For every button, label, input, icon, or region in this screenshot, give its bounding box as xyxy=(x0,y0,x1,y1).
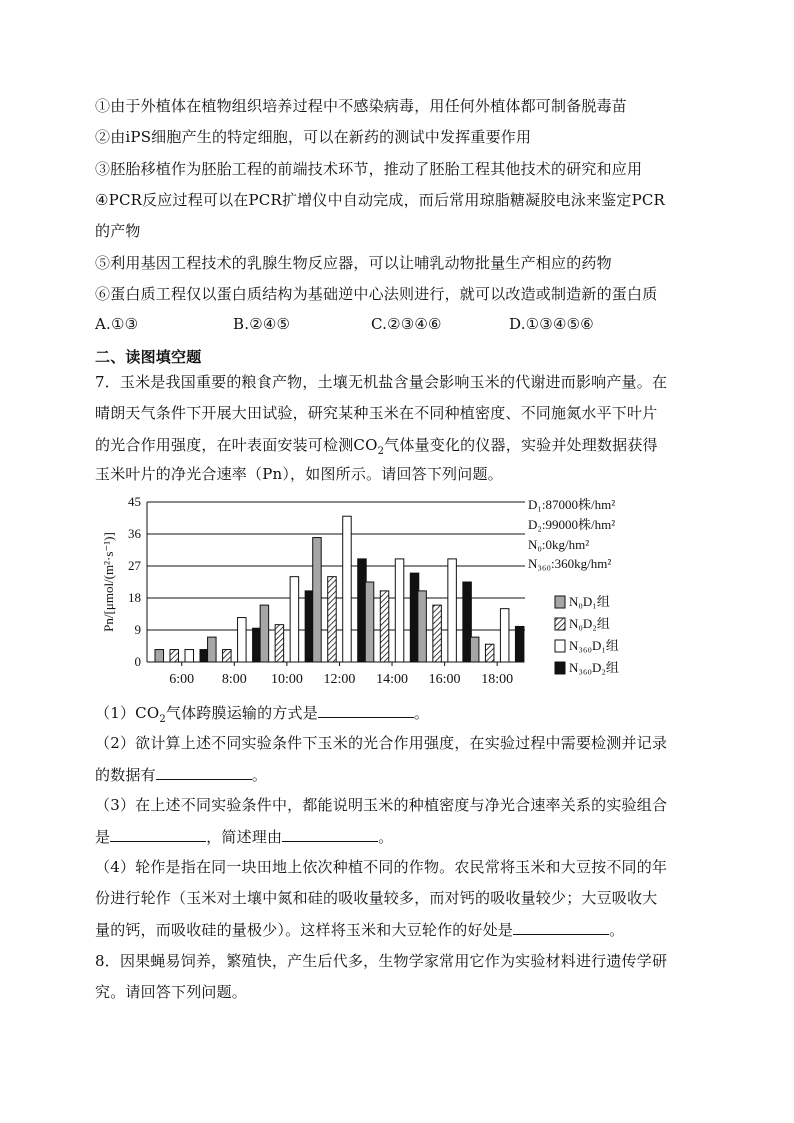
q8-line-2: 究。请回答下列问题。 xyxy=(95,983,248,1001)
bar xyxy=(380,591,389,662)
q7-sub4-line1: （4）轮作是指在同一块田地上依次种植不同的作物。农民常将玉米和大豆按不同的年 xyxy=(95,858,668,876)
legend-swatch xyxy=(555,618,565,630)
legend-swatch xyxy=(555,640,565,652)
x-tick-label: 16:00 xyxy=(428,672,461,687)
bar xyxy=(365,582,374,662)
y-tick-label: 9 xyxy=(134,622,141,637)
bar xyxy=(470,637,479,662)
x-tick-label: 14:00 xyxy=(376,672,408,687)
q7-sub2-line2: 的数据有 。 xyxy=(95,766,268,784)
legend-label: N₀D₂组 xyxy=(569,616,610,631)
x-tick-label: 12:00 xyxy=(323,672,356,687)
legend-annotation: D₂:99000株/hm² xyxy=(528,517,616,532)
section-title: 二、读图填空题 xyxy=(95,348,202,366)
q7-sub4-line2: 份进行轮作（玉米对土壤中氮和硅的吸收量较多，而对钙的吸收量较少；大豆吸收大 xyxy=(95,889,658,907)
y-tick-label: 18 xyxy=(128,590,141,605)
legend-annotation: D₁:87000株/hm² xyxy=(528,497,616,512)
answer-blank-2[interactable] xyxy=(156,765,252,780)
statement-4: ④PCR反应过程可以在PCR扩增仪中自动完成，而后常用琼脂糖凝胶电泳来鉴定PCR xyxy=(95,191,666,209)
option-c[interactable]: C.②③④⑥ xyxy=(371,315,442,333)
y-tick-label: 0 xyxy=(134,654,141,669)
legend-swatch xyxy=(555,662,565,674)
answer-blank-4[interactable] xyxy=(513,920,609,935)
bar xyxy=(395,559,404,662)
q7-intro-4: 玉米叶片的净光合速率（Pn），如图所示。请回答下列问题。 xyxy=(95,465,503,483)
bar xyxy=(260,605,269,662)
q8-line-1: 8．因果蝇易饲养，繁殖快，产生后代多，生物学家常用它作为实验材料进行遗传学研 xyxy=(95,952,668,970)
answer-options xyxy=(95,315,594,333)
bar xyxy=(485,644,494,662)
bar xyxy=(343,516,352,662)
bar xyxy=(275,625,284,662)
bar xyxy=(448,559,457,662)
option-b[interactable]: B.②④⑤ xyxy=(233,315,291,333)
y-tick-label: 45 xyxy=(128,494,141,509)
q7-intro-3: 的光合作用强度，在叶表面安装可检测$CO_2$气体量变化的仪器，实验并处理数据获得 xyxy=(95,436,658,457)
statement-5: ⑤利用基因工程技术的乳腺生物反应器，可以让哺乳动物批量生产相应的药物 xyxy=(95,254,612,272)
legend-label: N₃₆₀D₁组 xyxy=(569,638,619,653)
q7-sub1: $(1)CO_2$气体跨膜运输的方式是 。 xyxy=(95,704,430,725)
x-tick-label: 10:00 xyxy=(270,672,303,687)
answer-blank-3a[interactable] xyxy=(110,827,206,842)
y-axis-label: Pn/[μmol/(m²·s⁻¹)] xyxy=(101,532,116,632)
legend-swatch xyxy=(555,596,565,608)
x-tick-label: 18:00 xyxy=(481,672,514,687)
bar xyxy=(328,577,337,662)
statement-3: ③胚胎移植作为胚胎工程的前端技术环节，推动了胚胎工程其他技术的研究和应用 xyxy=(95,160,643,178)
bar xyxy=(433,605,442,662)
q7-intro-2: 晴朗天气条件下开展大田试验，研究某种玉米在不同种植密度、不同施氮水平下叶片 xyxy=(95,404,658,422)
q7-sub2-line1: （2）欲计算上述不同实验条件下玉米的光合作用强度，在实验过程中需要检测并记录 xyxy=(95,734,668,752)
bar xyxy=(185,650,194,662)
bar xyxy=(515,626,524,662)
option-a[interactable]: A.①③ xyxy=(95,315,139,333)
q7-sub3-line1: （3）在上述不同实验条件中，都能说明玉米的种植密度与净光合速率关系的实验组合 xyxy=(95,796,668,814)
answer-blank-3b[interactable] xyxy=(282,827,378,842)
bar xyxy=(170,650,179,662)
legend-annotation: N₃₆₀:360kg/hm² xyxy=(528,556,612,571)
y-tick-label: 27 xyxy=(128,558,141,573)
legend-annotation: N₀:0kg/hm² xyxy=(528,537,590,552)
legend-label: N₀D₁组 xyxy=(569,594,610,609)
statement-2: ②由iPS细胞产生的特定细胞，可以在新药的测试中发挥重要作用 xyxy=(95,128,532,146)
statement-1: ①由于外植体在植物组织培养过程中不感染病毒，用任何外植体都可制备脱毒苗 xyxy=(95,97,628,115)
x-tick-label: 6:00 xyxy=(169,672,195,687)
q7-sub4-line3: 量的钙，而吸收硅的量极少）。这样将玉米和大豆轮作的好处是 。 xyxy=(95,921,625,939)
bar xyxy=(208,637,217,662)
bar xyxy=(313,538,322,662)
q7-intro-1: 7．玉米是我国重要的粮食产物，土壤无机盐含量会影响玉米的代谢进而影响产量。在 xyxy=(95,373,668,391)
statement-4-cont: 的产物 xyxy=(95,222,141,240)
bar xyxy=(500,609,509,662)
statement-6: ⑥蛋白质工程仅以蛋白质结构为基础逆中心法则进行，就可以改造或制造新的蛋白质 xyxy=(95,285,658,303)
x-tick-label: 8:00 xyxy=(221,672,247,687)
answer-blank-1[interactable] xyxy=(318,703,414,718)
q7-sub3-line2: 是 ，简述理由 。 xyxy=(95,828,394,846)
y-tick-label: 36 xyxy=(128,526,141,541)
bar xyxy=(290,577,299,662)
bar xyxy=(238,618,247,662)
option-d[interactable]: D.①③④⑤⑥ xyxy=(509,315,594,333)
bar xyxy=(223,650,232,662)
legend-label: N₃₆₀D₂组 xyxy=(569,660,619,675)
bar xyxy=(155,650,164,662)
bar xyxy=(418,591,427,662)
pn-bar-chart xyxy=(95,492,655,694)
